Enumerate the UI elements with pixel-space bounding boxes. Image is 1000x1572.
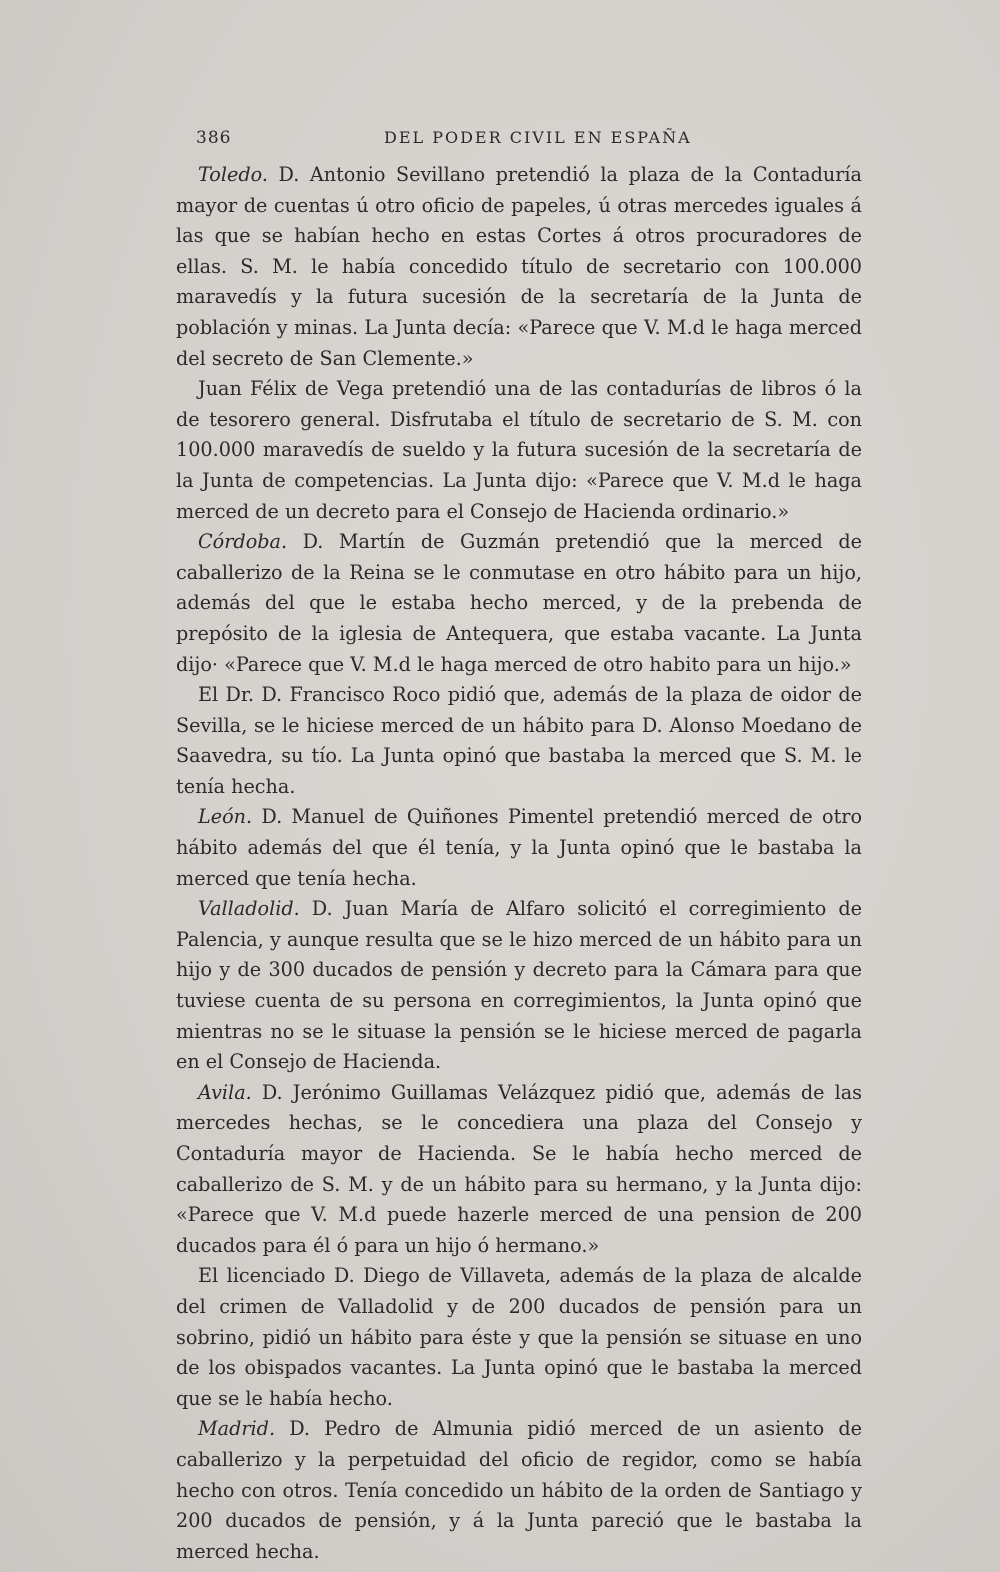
place-name: Córdoba. <box>198 530 288 554</box>
running-title: DEL PODER CIVIL EN ESPAÑA <box>384 128 692 147</box>
paragraph-text: D. Pedro de Almunia pidió merced de un asiento de caballerizo y la perpetuidad del oficio de regidor, como se había hecho con otros. Tenía concedido un hábito de la orden de Santiago y 200 ducados de pensión, y á la Junta pareció que le bastaba la merced hecha. <box>176 1417 862 1563</box>
paragraph-text: El licenciado D. Diego de Villaveta, además de la plaza de alcalde del crimen de Valladolid y de 200 ducados de pensión para un sobrino, pidió un hábito para éste y que la pensión se situase en uno de los obispados vacantes. La Junta opinó que le bastaba la merced que se le había hecho. <box>176 1264 862 1410</box>
running-head <box>196 128 856 154</box>
page-number: 386 <box>196 128 232 148</box>
paragraph-text: D. Martín de Guzmán pretendió que la merced de caballerizo de la Reina se le conmutase en otro hábito para un hijo, además del que le estaba hecho merced, y de la prebenda de prepósito de la iglesia de Antequera, que estaba vacante. La Junta dijo· «Parece que V. M.d le haga merced de otro habito para un hijo.» <box>176 530 862 676</box>
place-name: Madrid. <box>198 1417 276 1441</box>
place-name: Toledo. <box>198 163 268 186</box>
paragraph-text: D. Juan María de Alfaro solicitó el corregimiento de Palencia, y aunque resulta que se le hizo merced de un hábito para un hijo y de 300 ducados de pensión y decreto para la Cámara para que tuviese cuenta de su persona en corregimientos, la Junta opinó que mientras no se le situase la pensión se le hiciese merced de pagarla en el Consejo de Hacienda. <box>176 897 862 1074</box>
body-text <box>176 160 862 1567</box>
paragraph-roco <box>176 680 862 802</box>
place-name: Valladolid. <box>198 897 300 921</box>
paragraph-vega <box>176 374 862 527</box>
paragraph-cordoba <box>176 527 862 680</box>
paragraph-text: Juan Félix de Vega pretendió una de las contadurías de libros ó la de tesorero general. Disfrutaba el título de secretario de S. M. con 100.000 maravedís de sueldo y la futura sucesión de la secretaría de la Junta de competencias. La Junta dijo: «Parece que V. M.d le haga merced de un decreto para el Consejo de Hacienda ordinario.» <box>176 377 862 523</box>
paragraph-text: D. Manuel de Quiñones Pimentel pretendió merced de otro hábito además del que él tenía, y la Junta opinó que le bastaba la merced que tenía hecha. <box>176 805 862 890</box>
place-name: León. <box>198 805 253 829</box>
paragraph-valladolid <box>176 894 862 1078</box>
paragraph-text: D. Antonio Sevillano pretendió la plaza de la Contaduría mayor de cuentas ú otro oficio de papeles, ú otras mercedes iguales á las que se habían hecho en estas Cortes á otros procuradores de ellas. S. M. le había concedido título de secretario con 100.000 maravedís y la futura sucesión de la secretaría de la Junta de población y minas. La Junta decía: «Parece que V. M.d le haga merced del secreto de San Clemente.» <box>176 163 862 370</box>
paragraph-villaveta <box>176 1261 862 1414</box>
place-name: Avila. <box>198 1080 252 1104</box>
paragraph-toledo <box>176 160 862 374</box>
paragraph-leon <box>176 802 862 894</box>
paragraph-text: El Dr. D. Francisco Roco pidió que, además de la plaza de oidor de Sevilla, se le hiciese merced de un hábito para D. Alonso Moedano de Saavedra, su tío. La Junta opinó que bastaba la merced que S. M. le tenía hecha. <box>176 683 862 798</box>
paragraph-text: D. Jerónimo Guillamas Velázquez pidió que, además de las mercedes hechas, se le concediera una plaza del Consejo y Contaduría mayor de Hacienda. Se le había hecho merced de caballerizo de S. M. y de un hábito para su hermano, y la Junta dijo: «Parece que V. M.d puede hazerle merced de una pension de 200 ducados para él ó para un hijo ó hermano.» <box>176 1080 862 1257</box>
paragraph-madrid <box>176 1414 862 1567</box>
paragraph-avila <box>176 1078 862 1262</box>
